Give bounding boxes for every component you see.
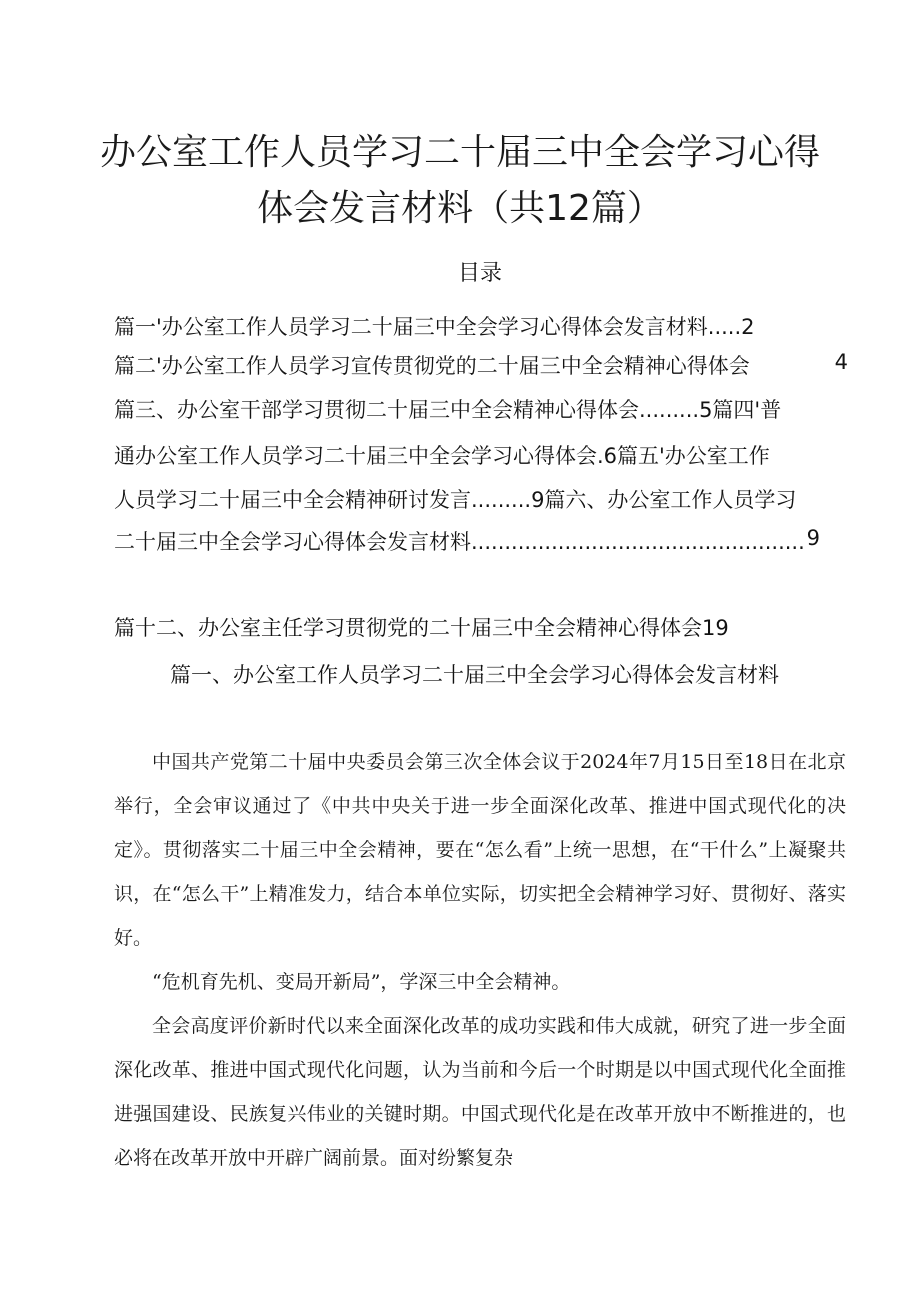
toc-leader-dots: .................................................. [471, 530, 805, 554]
section-title: 篇一、办公室工作人员学习二十届三中全会学习心得体会发言材料 [170, 663, 779, 687]
toc-line [114, 440, 848, 470]
toc-line [114, 311, 848, 341]
toc-line-text: 通办公室工作人员学习二十届三中全会学习心得体会.6篇五'办公室工作 [114, 444, 770, 468]
document-title-line-1: 办公室工作人员学习二十届三中全会学习心得 [99, 132, 820, 173]
document-title-line-2: 体会发言材料（共12篇） [257, 188, 663, 229]
paragraph-text: 中国共产党第二十届中央委员会第三次全体会议于2024年7月15日至18日在北京举行，全会审议通过了《中共中央关于进一步全面深化改革、推进中国式现代化的决定》。贯彻落实二十届三中全会精神，要在“怎么看”上统一思想，在“干什么”上凝聚共识，在“怎么干”上精准发力，结合本单位实际，切实把全会精神学习好、贯彻好、落实好。 [114, 751, 846, 949]
toc-line [114, 350, 848, 380]
toc-item-12: 篇十二、办公室主任学习贯彻党的二十届三中全会精神心得体会19 [114, 616, 729, 640]
paragraph-text: “危机育先机、变局开新局”，学深三中全会精神。 [152, 971, 571, 993]
toc-line-text: 人员学习二十届三中全会精神研讨发言.........9篇六、办公室工作人员学习 [114, 488, 797, 512]
paragraph-text: 全会高度评价新时代以来全面深化改革的成功实践和伟大成就，研究了进一步全面深化改革、推进中国式现代化问题，认为当前和今后一个时期是以中国式现代化全面推进强国建设、民族复兴伟业的关键时期。中国式现代化是在改革开放中不断推进的，也必将在改革开放中开辟广阔前景。面对纷繁复杂 [114, 1015, 846, 1169]
toc-page-number: 4 [834, 350, 848, 374]
toc-line [114, 394, 848, 424]
body-paragraph [114, 1004, 846, 1180]
toc-line-text: 篇三、办公室干部学习贯彻二十届三中全会精神心得体会.........5篇四'普 [114, 398, 782, 422]
toc-line [114, 526, 848, 556]
body-paragraph [114, 960, 846, 1004]
toc-line-text: 篇一'办公室工作人员学习二十届三中全会学习心得体会发言材料.....2 [114, 315, 755, 339]
toc-page-number: 9 [806, 526, 820, 550]
toc-line [114, 484, 848, 514]
toc-heading: 目录 [457, 261, 502, 286]
toc-line-text: 篇二'办公室工作人员学习宣传贯彻党的二十届三中全会精神心得体会 [114, 354, 750, 378]
body-paragraph [114, 740, 846, 960]
toc-line-text: 二十届三中全会学习心得体会发言材料 [114, 530, 471, 554]
